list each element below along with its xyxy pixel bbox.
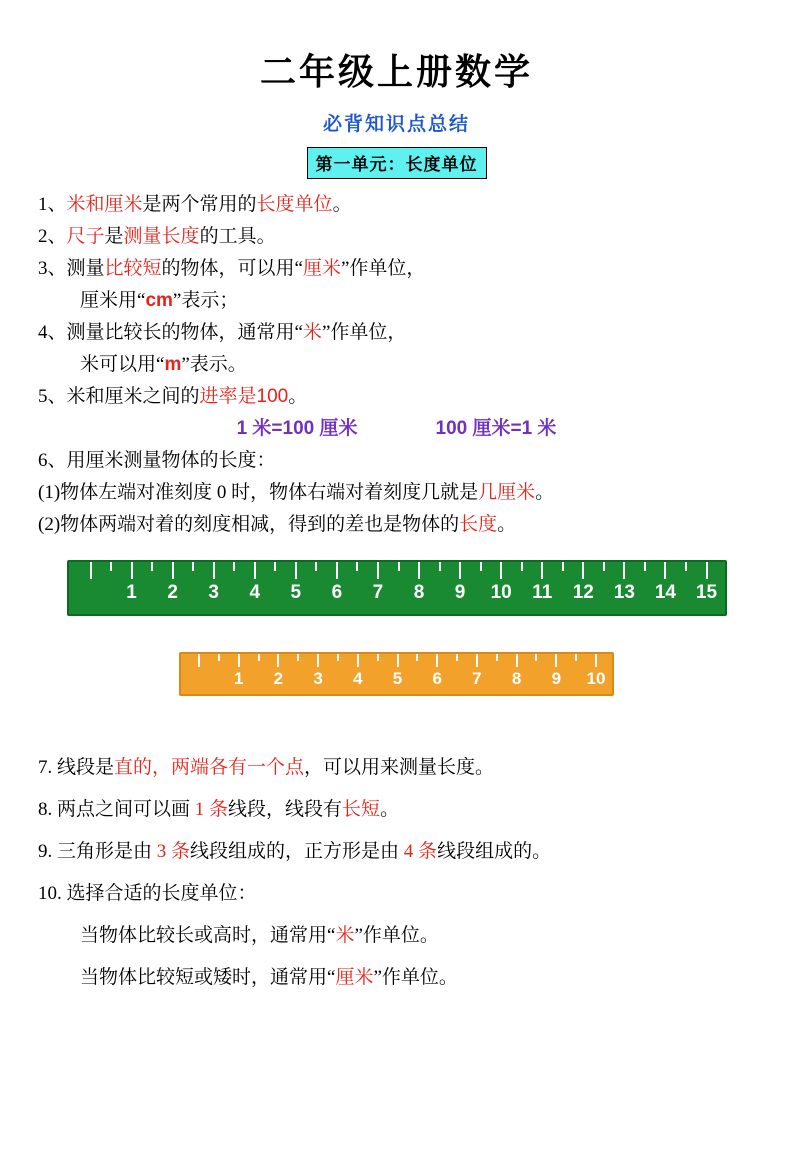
ruler-label: 7 — [372, 582, 384, 603]
ruler-tick-minor — [416, 654, 418, 661]
item-5-term: 进率是 — [199, 386, 257, 407]
item-9-count1: 3 条 — [156, 841, 191, 862]
item-4-head: 4、测量比较长的物体，通常用“ — [38, 322, 303, 343]
list-item-continuation — [28, 355, 765, 374]
ruler-tick-major — [436, 654, 438, 667]
list-item — [28, 259, 765, 278]
ruler-tick-minor — [439, 562, 441, 571]
item-8-mid: 线段，线段有 — [228, 799, 343, 820]
item-3b-abbr: cm — [145, 290, 173, 311]
item-4b-head: 米可以用“ — [80, 354, 165, 375]
ruler-label: 14 — [654, 582, 676, 603]
item-5-value: 100 — [256, 386, 289, 407]
ruler-tick-major — [295, 562, 297, 579]
ruler-tick-major — [595, 654, 597, 667]
list-item — [28, 752, 765, 779]
ruler-label: 1 — [126, 582, 137, 603]
list-item — [28, 195, 765, 214]
item-8-term: 长短 — [342, 799, 381, 820]
item-3-end: ”作单位， — [340, 258, 426, 279]
item-8-end: 。 — [380, 799, 400, 820]
ruler-tick-major — [623, 562, 625, 579]
ruler-label: 2 — [167, 582, 178, 603]
list-item-continuation — [28, 920, 765, 947]
item-1-term: 米和厘米 — [66, 194, 143, 215]
item-10-1-head: 当物体比较长或高时，通常用“ — [80, 925, 336, 946]
item-7-head: 7. 线段是 — [38, 757, 115, 778]
ruler-illustrations — [28, 560, 765, 750]
ruler-label: 9 — [551, 669, 562, 688]
equation-2: 100 厘米=1 米 — [435, 418, 557, 439]
item-5-head: 5、米和厘米之间的 — [38, 386, 200, 407]
ruler-label: 10 — [586, 669, 606, 688]
ruler-tick-major — [357, 654, 359, 667]
item-2-term: 尺子 — [66, 226, 105, 247]
item-2-index: 2、 — [38, 226, 67, 247]
ruler-label: 5 — [392, 669, 403, 688]
ruler-label: 12 — [572, 582, 594, 603]
ruler-tick-minor — [562, 562, 564, 571]
ruler-tick-major — [555, 654, 557, 667]
list-item — [28, 794, 765, 821]
item-3b-head: 厘米用“ — [80, 290, 146, 311]
ruler-tick-minor — [151, 562, 153, 571]
item-3-term: 比较短 — [104, 258, 162, 279]
item-4-end: ”作单位， — [321, 322, 407, 343]
list-item — [28, 451, 765, 470]
list-item — [28, 323, 765, 342]
item-6-2-term: 长度 — [459, 514, 498, 535]
equation-row — [28, 419, 765, 438]
list-item — [28, 483, 765, 502]
item-3-head: 3、测量 — [38, 258, 105, 279]
item-1-end: 。 — [332, 194, 352, 215]
ruler-tick-minor — [575, 654, 577, 661]
ruler-label: 10 — [490, 582, 512, 603]
item-4-unit: 米 — [302, 322, 322, 343]
ruler-label: 6 — [331, 582, 343, 603]
ruler-label: 11 — [532, 582, 553, 603]
item-10-1-end: ”作单位。 — [354, 925, 439, 946]
item-1-mid: 是两个常用的 — [142, 194, 257, 215]
ruler-tick-major — [317, 654, 319, 667]
item-6-1-term: 几厘米 — [478, 482, 536, 503]
ruler-label: 7 — [472, 669, 482, 688]
ruler-tick-major — [500, 562, 502, 579]
ruler-tick-minor — [685, 562, 687, 571]
item-8-count: 1 条 — [194, 799, 229, 820]
list-item — [28, 227, 765, 246]
unit-banner: 第一单元：长度单位 — [307, 147, 487, 179]
list-item — [28, 836, 765, 863]
ruler-label: 15 — [695, 582, 718, 603]
item-6-2-end: 。 — [497, 514, 517, 535]
item-9-end: 线段组成的。 — [437, 841, 552, 862]
ruler-label: 1 — [233, 669, 244, 688]
ruler-tick-major — [90, 562, 92, 579]
ruler-tick-major — [706, 562, 708, 579]
ruler-tick-minor — [258, 654, 260, 661]
item-2-term2: 测量长度 — [123, 226, 200, 247]
ruler-label: 13 — [613, 582, 635, 603]
ruler-tick-minor — [521, 562, 523, 571]
item-1-index: 1、 — [38, 194, 67, 215]
ruler-tick-minor — [356, 562, 358, 571]
ruler-tick-major — [172, 562, 174, 579]
item-9-mid: 线段组成的，正方形是由 — [190, 841, 404, 862]
item-10-1-unit: 米 — [335, 925, 355, 946]
ruler-tick-minor — [456, 654, 458, 661]
item-3-unit: 厘米 — [302, 258, 341, 279]
item-4b-abbr: m — [164, 354, 182, 375]
ruler-tick-major — [277, 654, 279, 667]
ruler-tick-minor — [496, 654, 498, 661]
ruler-label: 8 — [413, 582, 425, 603]
ruler-tick-major — [198, 654, 200, 667]
item-2-mid: 是 — [104, 226, 124, 247]
ruler-label: 3 — [313, 669, 323, 688]
ruler-tick-minor — [110, 562, 112, 571]
ruler-tick-major — [397, 654, 399, 667]
ruler-label: 4 — [249, 582, 261, 603]
ruler-label: 5 — [290, 582, 302, 603]
ruler-tick-major — [541, 562, 543, 579]
item-5-end: 。 — [288, 386, 308, 407]
page-subtitle: 必背知识点总结 — [322, 114, 470, 135]
ruler-tick-minor — [297, 654, 299, 661]
item-2-end: 的工具。 — [199, 226, 276, 247]
ruler-tick-minor — [644, 562, 646, 571]
ruler-tick-major — [516, 654, 518, 667]
item-10-2-unit: 厘米 — [335, 967, 374, 988]
item-6-1-head: (1)物体左端对准刻度 0 时，物体右端对着刻度几就是 — [38, 482, 479, 503]
list-item — [28, 387, 765, 406]
ruler-tick-minor — [192, 562, 194, 571]
item-3b-end: ”表示； — [172, 290, 239, 311]
ruler-label: 8 — [511, 669, 522, 688]
list-item — [28, 515, 765, 534]
ruler-tick-minor — [398, 562, 400, 571]
item-3-mid: 的物体，可以用“ — [161, 258, 303, 279]
ruler-tick-major — [459, 562, 461, 579]
ruler-tick-major — [582, 562, 584, 579]
equation-1: 1 米=100 厘米 — [236, 418, 358, 439]
ruler-tick-major — [213, 562, 215, 579]
list-item-continuation — [28, 291, 765, 310]
knowledge-points-list — [28, 195, 765, 534]
item-9-head: 9. 三角形是由 — [38, 841, 157, 862]
item-6-1-end: 。 — [535, 482, 555, 503]
ruler-label: 3 — [208, 582, 219, 603]
ruler-tick-minor — [337, 654, 339, 661]
document-page — [0, 44, 793, 1166]
list-item — [28, 878, 765, 905]
unit-banner-wrap — [28, 147, 765, 179]
ruler-tick-minor — [480, 562, 482, 571]
item-10-2-end: ”作单位。 — [373, 967, 458, 988]
ruler-tick-minor — [535, 654, 537, 661]
ruler-tick-minor — [603, 562, 605, 571]
item-7-term: 直的， — [114, 757, 172, 778]
orange-ruler-10cm — [179, 652, 614, 696]
ruler-tick-major — [418, 562, 420, 579]
ruler-tick-major — [664, 562, 666, 579]
ruler-tick-major — [377, 562, 379, 579]
item-7-end: ，可以用来测量长度。 — [304, 757, 495, 778]
page-title: 二年级上册数学 — [259, 51, 533, 92]
ruler-tick-minor — [233, 562, 235, 571]
ruler-tick-minor — [218, 654, 220, 661]
item-6-text: 6、用厘米测量物体的长度： — [38, 450, 276, 471]
item-9-count2: 4 条 — [403, 841, 438, 862]
ruler-label: 6 — [432, 669, 442, 688]
list-item-continuation — [28, 962, 765, 989]
item-4b-end: ”表示。 — [181, 354, 247, 375]
ruler-tick-minor — [377, 654, 379, 661]
ruler-tick-major — [336, 562, 338, 579]
ruler-tick-major — [476, 654, 478, 667]
ruler-tick-major — [254, 562, 256, 579]
ruler-tick-minor — [315, 562, 317, 571]
item-8-head: 8. 两点之间可以画 — [38, 799, 195, 820]
item-7-term2: 两端各有一个点 — [171, 757, 305, 778]
ruler-label: 2 — [273, 669, 284, 688]
item-10-2-head: 当物体比较短或矮时，通常用“ — [80, 967, 336, 988]
ruler-tick-minor — [274, 562, 276, 571]
ruler-tick-major — [131, 562, 133, 579]
knowledge-points-list-2 — [28, 752, 765, 989]
green-ruler-15cm — [67, 560, 727, 616]
item-10-text: 10. 选择合适的长度单位： — [38, 883, 257, 904]
ruler-label: 4 — [353, 669, 363, 688]
ruler-tick-major — [238, 654, 240, 667]
ruler-label: 9 — [454, 582, 466, 603]
item-6-2-head: (2)物体两端对着的刻度相减，得到的差也是物体的 — [38, 514, 460, 535]
item-1-term2: 长度单位 — [256, 194, 333, 215]
